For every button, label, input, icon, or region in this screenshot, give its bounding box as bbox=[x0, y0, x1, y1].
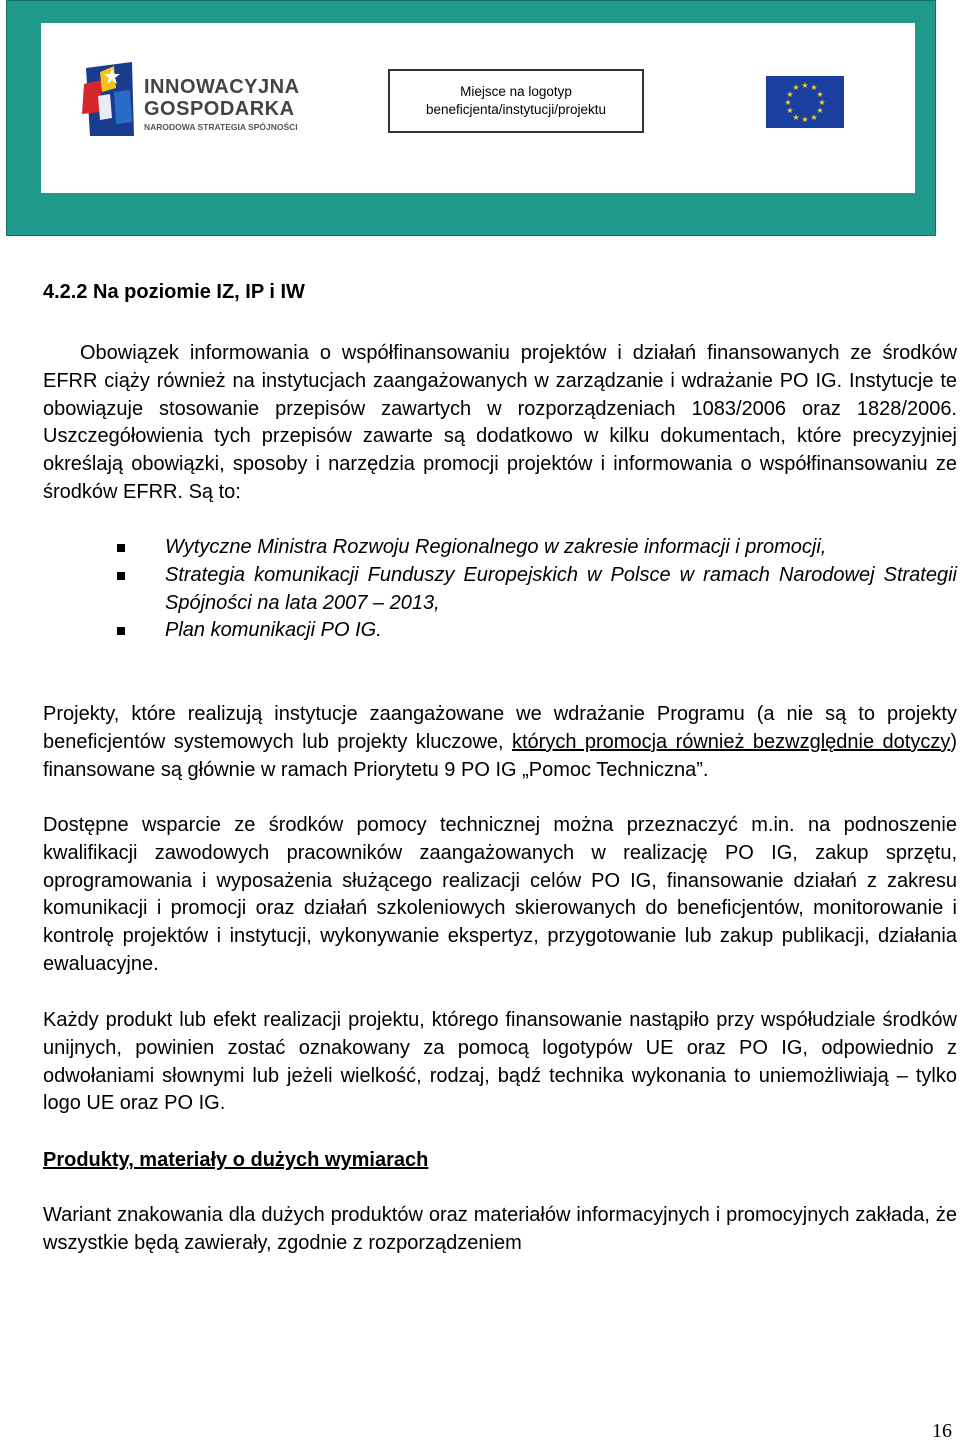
eu-flag-icon bbox=[766, 76, 844, 128]
innowacyjna-gospodarka-logo bbox=[80, 62, 310, 140]
placeholder-line-2: beneficjenta/instytucji/projektu bbox=[425, 102, 607, 117]
paragraph-projects-part2: ) finansowane są głównie w ramach Priorytetu 9 PO IG „Pomoc Techniczna”. bbox=[43, 730, 957, 781]
list-item bbox=[43, 534, 957, 562]
ig-emblem-icon bbox=[80, 62, 140, 140]
paragraph-large-products: Wariant znakowania dla dużych produktów oraz materiałów informacyjnych i promocyjnych zakłada, że wszystkie będą zawierały, zgodnie z rozporządzeniem bbox=[43, 1204, 957, 1254]
paragraph-labeling: Każdy produkt lub efekt realizacji projektu, którego finansowanie nastąpiło przy współudziale środków unijnych, powinien zostać oznakowany za pomocą logotypów UE oraz PO IG, odpowiednio z odwołaniami słownymi lub jeżeli wielkość, rodzaj, bądź technika wykonania to uniemożliwiają – tylko logo UE oraz PO IG. bbox=[43, 1009, 957, 1115]
svg-text:★: ★ bbox=[786, 106, 794, 115]
list-item-text: Strategia komunikacji Funduszy Europejskich w Polsce w ramach Narodowej Strategii Spójności na lata 2007 – 2013, bbox=[165, 563, 957, 614]
svg-text:★: ★ bbox=[792, 113, 800, 122]
logo-line-2: GOSPODARKA bbox=[144, 98, 295, 120]
svg-text:★: ★ bbox=[810, 113, 818, 122]
svg-text:★: ★ bbox=[784, 98, 792, 107]
logo-line-3: NARODOWA STRATEGIA SPÓJNOŚCI bbox=[144, 122, 298, 132]
list-item-text: Wytyczne Ministra Rozwoju Regionalnego w zakresie informacji i promocji, bbox=[165, 536, 827, 558]
svg-text:★: ★ bbox=[801, 81, 809, 90]
list-item bbox=[43, 562, 957, 618]
placeholder-line-1: Miejsce na logotyp bbox=[460, 84, 572, 99]
paragraph-projects-part1: Projekty, które realizują instytucje zaangażowane we wdrażanie Programu (a nie są to projekty beneficjentów systemowych lub projekty kluczowe, bbox=[43, 703, 957, 753]
bullet-square-icon bbox=[117, 627, 125, 635]
list-item-text: Plan komunikacji PO IG. bbox=[165, 619, 382, 642]
paragraph-projects bbox=[43, 701, 957, 784]
bullet-square-icon bbox=[117, 572, 125, 580]
list-item bbox=[43, 617, 957, 645]
svg-text:★: ★ bbox=[786, 90, 794, 99]
svg-text:★: ★ bbox=[816, 106, 824, 115]
paragraph-technical-assistance: Dostępne wsparcie ze środków pomocy technicznej można przeznaczyć m.in. na podnoszenie kwalifikacji zawodowych pracowników zaangażowanych w realizację PO IG, zakup sprzętu, oprogramowania i wyposażenia służącego realizacji celów PO IG, finansowanie działań z zakresu komunikacji i promocji oraz działań szkoleniowych skierowanych do beneficjentów, monitorowanie i kontrolę projektów i instytucji, wykonywanie ekspertyz, przygotowanie lub zakup publikacji, działania ewaluacyjne. bbox=[43, 814, 957, 975]
svg-text:★: ★ bbox=[816, 90, 824, 99]
document-list bbox=[43, 534, 957, 645]
svg-text:★: ★ bbox=[818, 98, 826, 107]
svg-text:★: ★ bbox=[801, 115, 809, 124]
svg-text:★: ★ bbox=[810, 83, 818, 92]
svg-text:★: ★ bbox=[792, 83, 800, 92]
bullet-square-icon bbox=[117, 544, 125, 552]
beneficiary-logo-placeholder bbox=[388, 69, 644, 133]
section-heading: 4.2.2 Na poziomie IZ, IP i IW bbox=[43, 281, 305, 303]
logo-line-1: INNOWACYJNA bbox=[144, 76, 300, 98]
subheading-large-products: Produkty, materiały o dużych wymiarach bbox=[43, 1149, 429, 1171]
page-number: 16 bbox=[932, 1420, 952, 1442]
paragraph-obligation: Obowiązek informowania o współfinansowaniu projektów i działań finansowanych ze środków EFRR ciąży również na instytucjach zaangażowanych w zarządzanie i wdrażanie PO IG. Instytucje te obowiązuje stosowanie przepisów zawartych w rozporządzeniach 1083/2006 oraz 1828/2006. Uszczegółowienia tych przepisów zawarte są dodatkowo w kilku dokumentach, które precyzyjniej określają obowiązki, sposoby i narzędzia promocji projektów i informowania o współfinansowaniu ze środków EFRR. Są to: bbox=[43, 342, 957, 503]
paragraph-projects-underlined: których promocja również bezwzględnie dotyczy bbox=[512, 730, 951, 753]
